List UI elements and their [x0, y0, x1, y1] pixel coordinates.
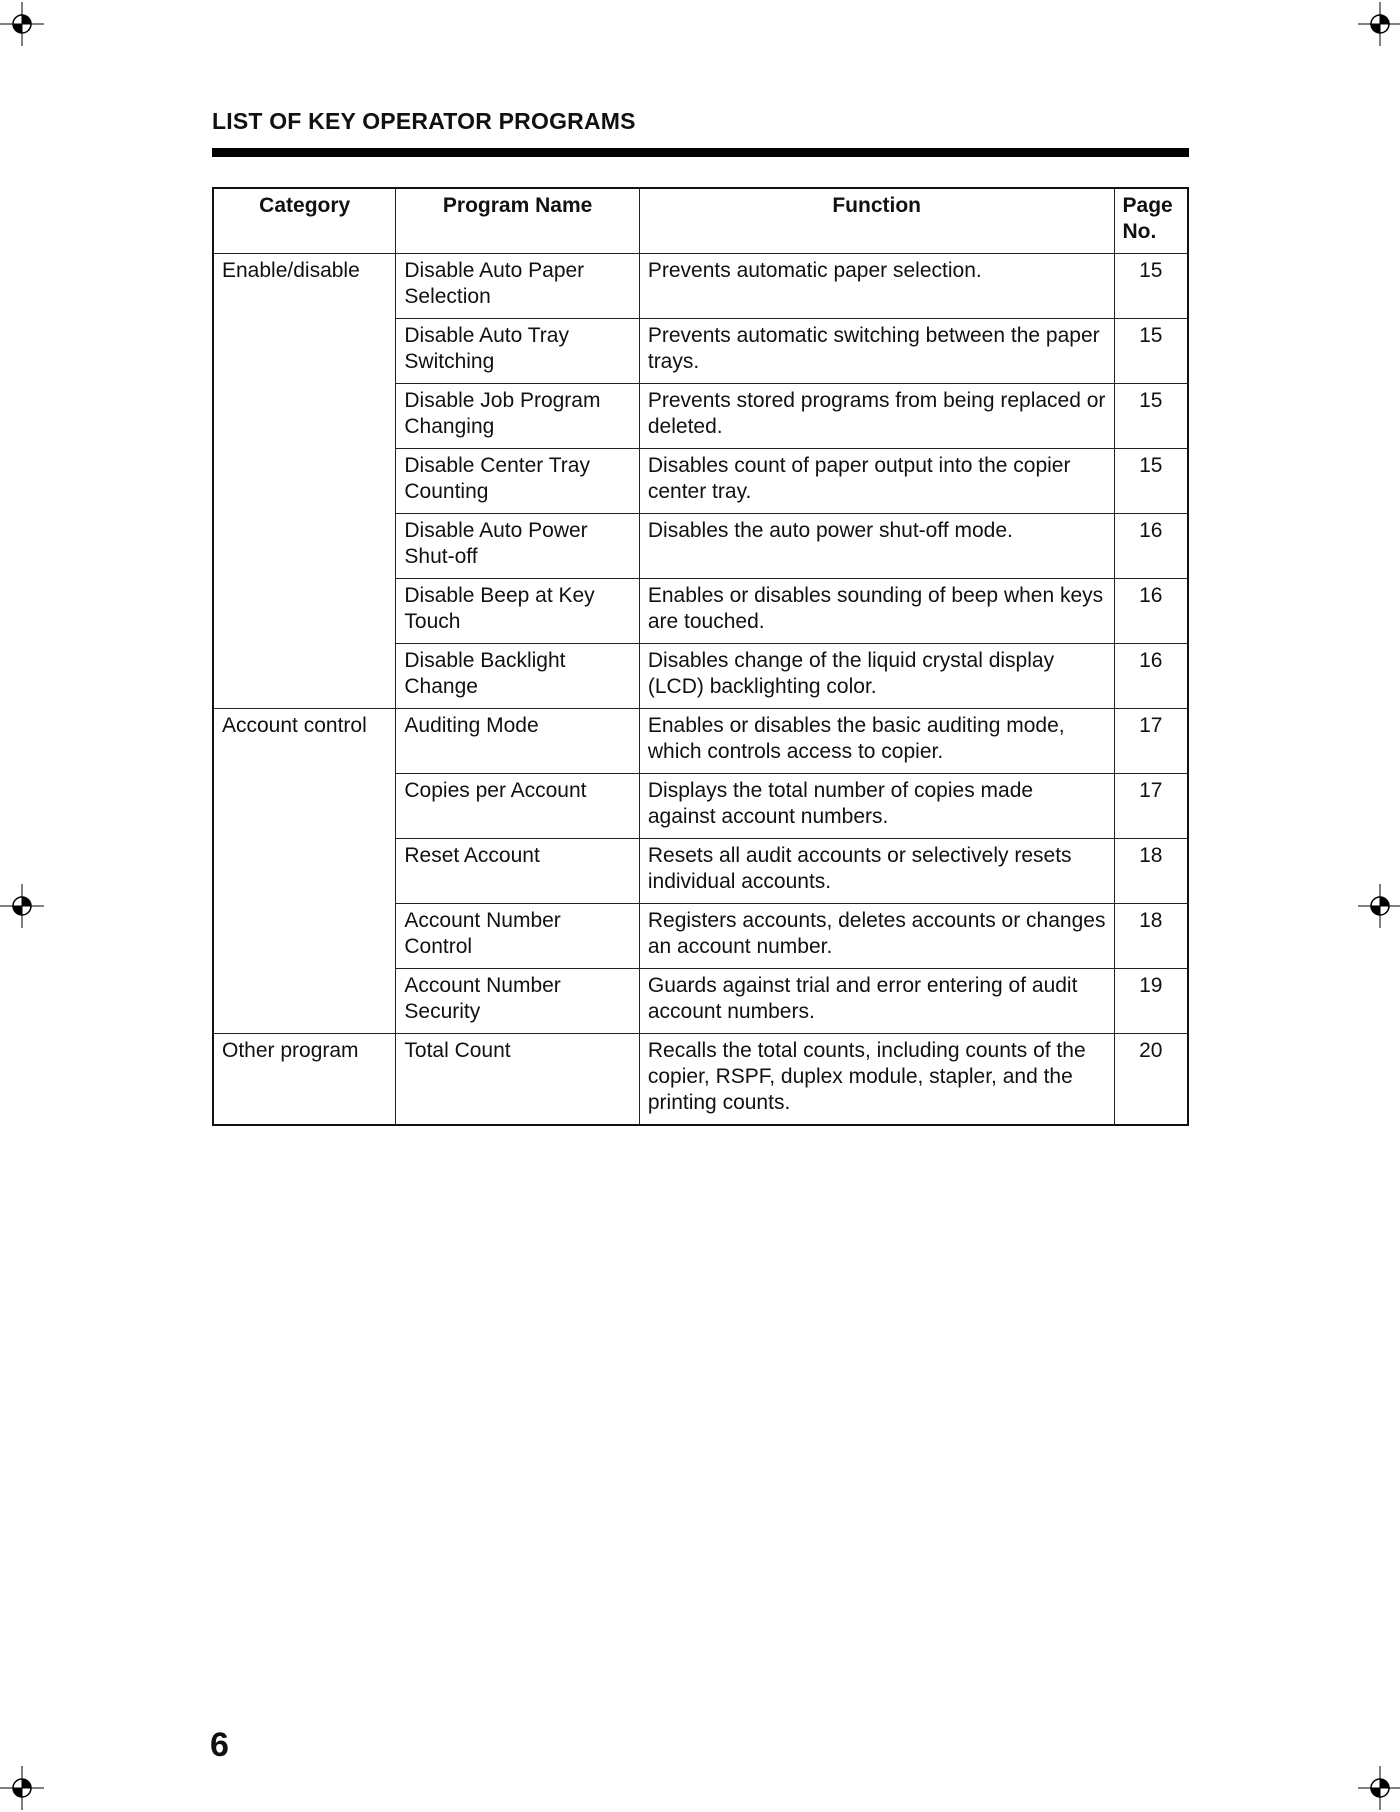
table-header-row: [213, 188, 1188, 254]
page-no-cell: 17: [1114, 774, 1188, 839]
key-operator-programs-table: [212, 187, 1189, 1126]
title-rule: [212, 148, 1189, 157]
function-cell: Disables count of paper output into the copier center tray.: [639, 449, 1114, 514]
page-no-cell: 15: [1114, 254, 1188, 319]
page-no-cell: 17: [1114, 709, 1188, 774]
table-row: [213, 254, 1188, 319]
function-cell: Prevents automatic paper selection.: [639, 254, 1114, 319]
function-cell: Displays the total number of copies made against account numbers.: [639, 774, 1114, 839]
category-cell: Account control: [213, 709, 396, 1034]
registration-mark-icon: [1358, 884, 1400, 928]
function-cell: Disables the auto power shut-off mode.: [639, 514, 1114, 579]
category-cell: Enable/disable: [213, 254, 396, 709]
page-no-cell: 16: [1114, 514, 1188, 579]
program-name-cell: Account Number Security: [396, 969, 639, 1034]
program-name-cell: Disable Job Program Changing: [396, 384, 639, 449]
column-header-program-name: Program Name: [396, 188, 639, 254]
function-cell: Prevents stored programs from being replaced or deleted.: [639, 384, 1114, 449]
function-cell: Prevents automatic switching between the paper trays.: [639, 319, 1114, 384]
program-name-cell: Disable Auto Tray Switching: [396, 319, 639, 384]
page-no-cell: 18: [1114, 839, 1188, 904]
page-no-cell: 15: [1114, 449, 1188, 514]
program-name-cell: Disable Auto Power Shut-off: [396, 514, 639, 579]
page-no-cell: 15: [1114, 384, 1188, 449]
registration-mark-icon: [1358, 1766, 1400, 1810]
registration-mark-icon: [0, 2, 44, 46]
page-number: 6: [210, 1726, 229, 1764]
function-cell: Enables or disables the basic auditing mode, which controls access to copier.: [639, 709, 1114, 774]
table-row: [213, 709, 1188, 774]
column-header-category: Category: [213, 188, 396, 254]
table-row: [213, 1034, 1188, 1126]
page-no-cell: 15: [1114, 319, 1188, 384]
program-name-cell: Reset Account: [396, 839, 639, 904]
registration-mark-icon: [0, 1766, 44, 1810]
function-cell: Enables or disables sounding of beep when keys are touched.: [639, 579, 1114, 644]
page-no-cell: 16: [1114, 644, 1188, 709]
program-name-cell: Total Count: [396, 1034, 639, 1126]
column-header-page-no: Page No.: [1114, 188, 1188, 254]
column-header-function: Function: [639, 188, 1114, 254]
program-name-cell: Disable Beep at Key Touch: [396, 579, 639, 644]
page-no-cell: 16: [1114, 579, 1188, 644]
program-name-cell: Copies per Account: [396, 774, 639, 839]
function-cell: Resets all audit accounts or selectively resets individual accounts.: [639, 839, 1114, 904]
page-no-cell: 20: [1114, 1034, 1188, 1126]
program-name-cell: Account Number Control: [396, 904, 639, 969]
page-title: LIST OF KEY OPERATOR PROGRAMS: [212, 108, 636, 134]
function-cell: Disables change of the liquid crystal display (LCD) backlighting color.: [639, 644, 1114, 709]
program-name-cell: Auditing Mode: [396, 709, 639, 774]
registration-mark-icon: [1358, 2, 1400, 46]
program-name-cell: Disable Auto Paper Selection: [396, 254, 639, 319]
registration-mark-icon: [0, 884, 44, 928]
page-no-cell: 18: [1114, 904, 1188, 969]
function-cell: Guards against trial and error entering of audit account numbers.: [639, 969, 1114, 1034]
category-cell: Other program: [213, 1034, 396, 1126]
program-name-cell: Disable Backlight Change: [396, 644, 639, 709]
function-cell: Recalls the total counts, including counts of the copier, RSPF, duplex module, stapler, and the printing counts.: [639, 1034, 1114, 1126]
function-cell: Registers accounts, deletes accounts or changes an account number.: [639, 904, 1114, 969]
program-name-cell: Disable Center Tray Counting: [396, 449, 639, 514]
page-no-cell: 19: [1114, 969, 1188, 1034]
